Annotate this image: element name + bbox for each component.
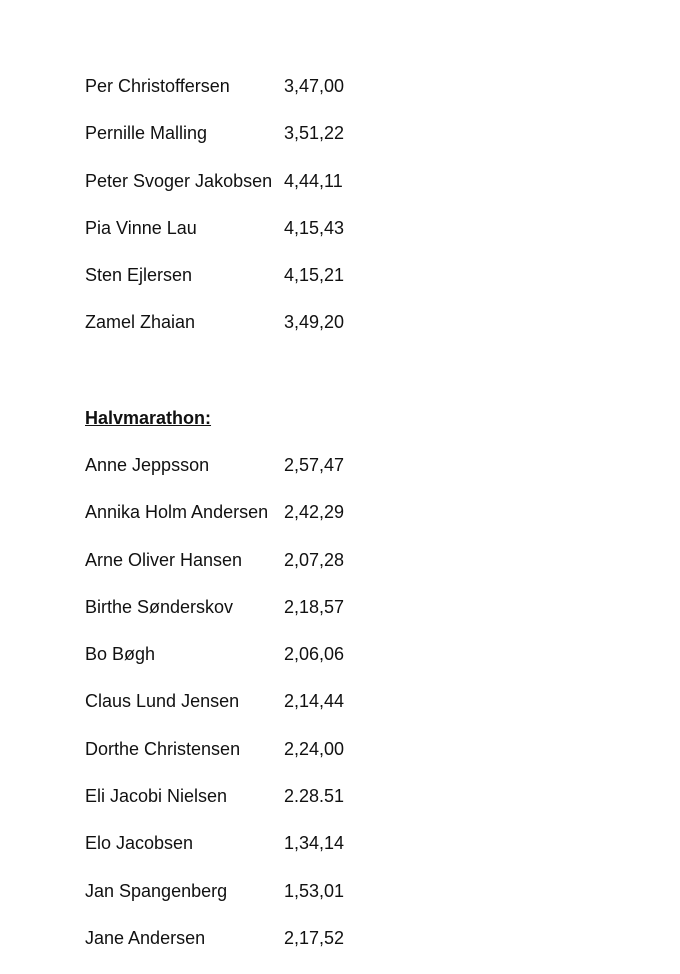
runner-name: Birthe Sønderskov <box>85 596 234 617</box>
runner-name: Jane Andersen <box>85 927 206 948</box>
finish-time: 4,15,21 <box>284 265 345 286</box>
finish-time: 2,18,57 <box>284 596 345 617</box>
finish-time: 1,34,14 <box>284 833 345 854</box>
finish-time: 2,57,47 <box>284 455 345 475</box>
runner-name: Eli Jacobi Nielsen <box>85 786 228 807</box>
runner-name: Anne Jeppsson <box>85 455 210 475</box>
finish-time: 2,42,29 <box>284 502 345 523</box>
runner-name: Zamel Zhaian <box>85 312 196 333</box>
runner-name: Dorthe Christensen <box>85 738 241 759</box>
runner-name: Arne Oliver Hansen <box>85 549 243 570</box>
runner-name: Per Christoffersen <box>85 76 230 96</box>
finish-time: 2,14,44 <box>284 691 345 712</box>
runner-name: Sten Ejlersen <box>85 265 193 286</box>
runner-name: Pia Vinne Lau <box>85 217 197 238</box>
finish-time: 3,49,20 <box>284 312 345 333</box>
finish-time: 3,51,22 <box>284 123 345 144</box>
runner-name: Claus Lund Jensen <box>85 691 240 712</box>
runner-name: Annika Holm Andersen <box>85 502 269 523</box>
runner-name: Jan Spangenberg <box>85 880 228 901</box>
finish-time: 2,24,00 <box>284 738 345 759</box>
finish-time: 2,17,52 <box>284 927 345 948</box>
finish-time: 2,07,28 <box>284 549 345 570</box>
finish-time: 4,44,11 <box>284 170 343 191</box>
section-heading-halvmarathon: Halvmarathon: <box>85 408 212 428</box>
runner-name: Bo Bøgh <box>85 644 156 665</box>
runner-name: Elo Jacobsen <box>85 833 194 854</box>
finish-time: 3,47,00 <box>284 76 345 96</box>
runner-name: Peter Svoger Jakobsen <box>85 170 273 191</box>
finish-time: 2,06,06 <box>284 644 345 665</box>
finish-time: 4,15,43 <box>284 217 345 238</box>
runner-name: Pernille Malling <box>85 123 208 144</box>
finish-time: 2.28.51 <box>284 786 345 807</box>
finish-time: 1,53,01 <box>284 880 345 901</box>
